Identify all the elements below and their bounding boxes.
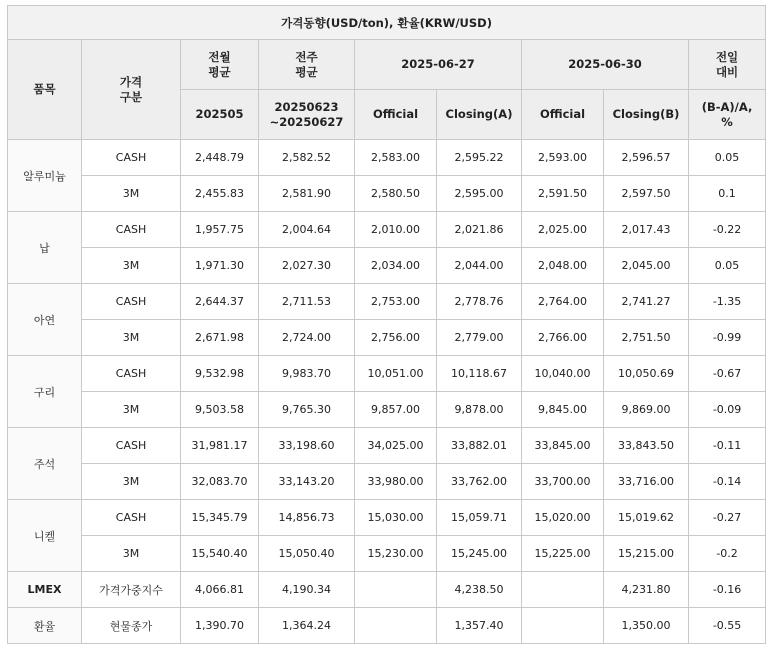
cell-official2: 2,766.00 (522, 320, 604, 356)
table-row (8, 428, 766, 464)
fx-prev-week: 1,364.24 (259, 608, 355, 644)
cell-prev-month: 9,532.98 (181, 356, 259, 392)
table-row (8, 140, 766, 176)
cell-official1: 15,230.00 (355, 536, 437, 572)
table-row (8, 356, 766, 392)
cell-type: CASH (82, 428, 181, 464)
cell-official2: 33,700.00 (522, 464, 604, 500)
cell-closing-b: 33,716.00 (604, 464, 689, 500)
table-row (8, 464, 766, 500)
cell-type: 3M (82, 248, 181, 284)
cell-closing-b: 2,741.27 (604, 284, 689, 320)
cell-type: CASH (82, 284, 181, 320)
cell-change: 0.05 (689, 140, 766, 176)
cell-prev-week: 9,983.70 (259, 356, 355, 392)
cell-closing-a: 9,878.00 (437, 392, 522, 428)
cell-change: -1.35 (689, 284, 766, 320)
cell-prev-week: 9,765.30 (259, 392, 355, 428)
cell-prev-month: 32,083.70 (181, 464, 259, 500)
cell-type: 3M (82, 320, 181, 356)
cell-prev-month: 15,540.40 (181, 536, 259, 572)
cell-official1: 10,051.00 (355, 356, 437, 392)
cell-closing-a: 2,778.76 (437, 284, 522, 320)
cell-closing-a: 33,762.00 (437, 464, 522, 500)
fx-row (8, 608, 766, 644)
cell-prev-week: 2,582.52 (259, 140, 355, 176)
cell-official1: 2,583.00 (355, 140, 437, 176)
cell-closing-a: 10,118.67 (437, 356, 522, 392)
cell-official1: 2,010.00 (355, 212, 437, 248)
cell-change: -0.09 (689, 392, 766, 428)
cell-official1: 2,753.00 (355, 284, 437, 320)
header-official-2: Official (522, 90, 604, 140)
lmex-change: -0.16 (689, 572, 766, 608)
fx-closing-a: 1,357.40 (437, 608, 522, 644)
metal-name: 아연 (8, 284, 82, 356)
cell-prev-month: 2,448.79 (181, 140, 259, 176)
cell-official1: 34,025.00 (355, 428, 437, 464)
cell-type: CASH (82, 356, 181, 392)
cell-official2: 2,764.00 (522, 284, 604, 320)
lmex-closing-a: 4,238.50 (437, 572, 522, 608)
cell-closing-b: 10,050.69 (604, 356, 689, 392)
cell-prev-month: 2,455.83 (181, 176, 259, 212)
cell-official2: 2,593.00 (522, 140, 604, 176)
table-row (8, 284, 766, 320)
cell-closing-a: 15,059.71 (437, 500, 522, 536)
cell-prev-week: 2,027.30 (259, 248, 355, 284)
table-row (8, 320, 766, 356)
table-row (8, 248, 766, 284)
header-closing-a: Closing(A) (437, 90, 522, 140)
metal-name: 알루미늄 (8, 140, 82, 212)
lmex-row (8, 572, 766, 608)
metal-name: 니켈 (8, 500, 82, 572)
cell-change: -0.99 (689, 320, 766, 356)
cell-closing-a: 2,595.00 (437, 176, 522, 212)
cell-closing-b: 15,215.00 (604, 536, 689, 572)
cell-type: CASH (82, 140, 181, 176)
cell-change: -0.27 (689, 500, 766, 536)
cell-prev-month: 1,957.75 (181, 212, 259, 248)
metal-name: 납 (8, 212, 82, 284)
fx-official-1 (355, 608, 437, 644)
cell-official2: 2,025.00 (522, 212, 604, 248)
table-row (8, 212, 766, 248)
cell-prev-month: 15,345.79 (181, 500, 259, 536)
table-row (8, 536, 766, 572)
header-date-2: 2025-06-30 (522, 40, 689, 90)
cell-closing-b: 2,017.43 (604, 212, 689, 248)
cell-closing-b: 2,751.50 (604, 320, 689, 356)
cell-official1: 9,857.00 (355, 392, 437, 428)
cell-closing-b: 15,019.62 (604, 500, 689, 536)
fx-type: 현물종가 (82, 608, 181, 644)
cell-change: -0.2 (689, 536, 766, 572)
lmex-name: LMEX (8, 572, 82, 608)
metal-name: 구리 (8, 356, 82, 428)
lmex-prev-week: 4,190.34 (259, 572, 355, 608)
cell-official2: 2,591.50 (522, 176, 604, 212)
cell-closing-a: 2,595.22 (437, 140, 522, 176)
cell-prev-week: 2,004.64 (259, 212, 355, 248)
cell-type: CASH (82, 212, 181, 248)
cell-change: -0.22 (689, 212, 766, 248)
cell-closing-a: 2,779.00 (437, 320, 522, 356)
cell-prev-month: 2,644.37 (181, 284, 259, 320)
cell-official1: 2,756.00 (355, 320, 437, 356)
header-change: 전일 대비 (689, 40, 766, 90)
cell-official2: 15,020.00 (522, 500, 604, 536)
lmex-official-1 (355, 572, 437, 608)
fx-name: 환율 (8, 608, 82, 644)
cell-official2: 2,048.00 (522, 248, 604, 284)
cell-official2: 10,040.00 (522, 356, 604, 392)
cell-prev-week: 2,724.00 (259, 320, 355, 356)
cell-closing-b: 2,045.00 (604, 248, 689, 284)
cell-official2: 33,845.00 (522, 428, 604, 464)
cell-closing-a: 2,021.86 (437, 212, 522, 248)
fx-prev-month: 1,390.70 (181, 608, 259, 644)
cell-official1: 33,980.00 (355, 464, 437, 500)
table-title: 가격동향(USD/ton), 환율(KRW/USD) (8, 6, 766, 40)
cell-prev-month: 9,503.58 (181, 392, 259, 428)
cell-change: -0.11 (689, 428, 766, 464)
cell-change: -0.14 (689, 464, 766, 500)
fx-closing-b: 1,350.00 (604, 608, 689, 644)
cell-official1: 2,580.50 (355, 176, 437, 212)
price-trend-table (7, 5, 766, 644)
cell-prev-week: 33,198.60 (259, 428, 355, 464)
lmex-closing-b: 4,231.80 (604, 572, 689, 608)
cell-official1: 15,030.00 (355, 500, 437, 536)
header-prev-week-avg: 전주 평균 (259, 40, 355, 90)
header-date-1: 2025-06-27 (355, 40, 522, 90)
header-week-range: 20250623 ~20250627 (259, 90, 355, 140)
cell-official2: 15,225.00 (522, 536, 604, 572)
cell-change: 0.1 (689, 176, 766, 212)
cell-closing-a: 2,044.00 (437, 248, 522, 284)
cell-prev-month: 1,971.30 (181, 248, 259, 284)
cell-prev-week: 15,050.40 (259, 536, 355, 572)
lmex-type: 가격가중지수 (82, 572, 181, 608)
table-row (8, 392, 766, 428)
header-official-1: Official (355, 90, 437, 140)
fx-official-2 (522, 608, 604, 644)
header-closing-b: Closing(B) (604, 90, 689, 140)
cell-closing-b: 9,869.00 (604, 392, 689, 428)
lmex-official-2 (522, 572, 604, 608)
table-row (8, 176, 766, 212)
cell-closing-a: 15,245.00 (437, 536, 522, 572)
cell-prev-month: 31,981.17 (181, 428, 259, 464)
cell-type: 3M (82, 536, 181, 572)
cell-official1: 2,034.00 (355, 248, 437, 284)
metal-name: 주석 (8, 428, 82, 500)
cell-type: CASH (82, 500, 181, 536)
header-item: 품목 (8, 40, 82, 140)
lmex-prev-month: 4,066.81 (181, 572, 259, 608)
cell-prev-week: 2,711.53 (259, 284, 355, 320)
cell-prev-week: 33,143.20 (259, 464, 355, 500)
cell-closing-a: 33,882.01 (437, 428, 522, 464)
cell-type: 3M (82, 464, 181, 500)
cell-prev-week: 14,856.73 (259, 500, 355, 536)
cell-change: -0.67 (689, 356, 766, 392)
fx-change: -0.55 (689, 608, 766, 644)
cell-prev-week: 2,581.90 (259, 176, 355, 212)
header-month: 202505 (181, 90, 259, 140)
cell-closing-b: 2,596.57 (604, 140, 689, 176)
cell-official2: 9,845.00 (522, 392, 604, 428)
cell-type: 3M (82, 176, 181, 212)
cell-type: 3M (82, 392, 181, 428)
cell-change: 0.05 (689, 248, 766, 284)
cell-prev-month: 2,671.98 (181, 320, 259, 356)
table-row (8, 500, 766, 536)
cell-closing-b: 33,843.50 (604, 428, 689, 464)
header-price-type: 가격 구분 (82, 40, 181, 140)
header-prev-month-avg: 전월 평균 (181, 40, 259, 90)
cell-closing-b: 2,597.50 (604, 176, 689, 212)
header-change-formula: (B-A)/A, % (689, 90, 766, 140)
